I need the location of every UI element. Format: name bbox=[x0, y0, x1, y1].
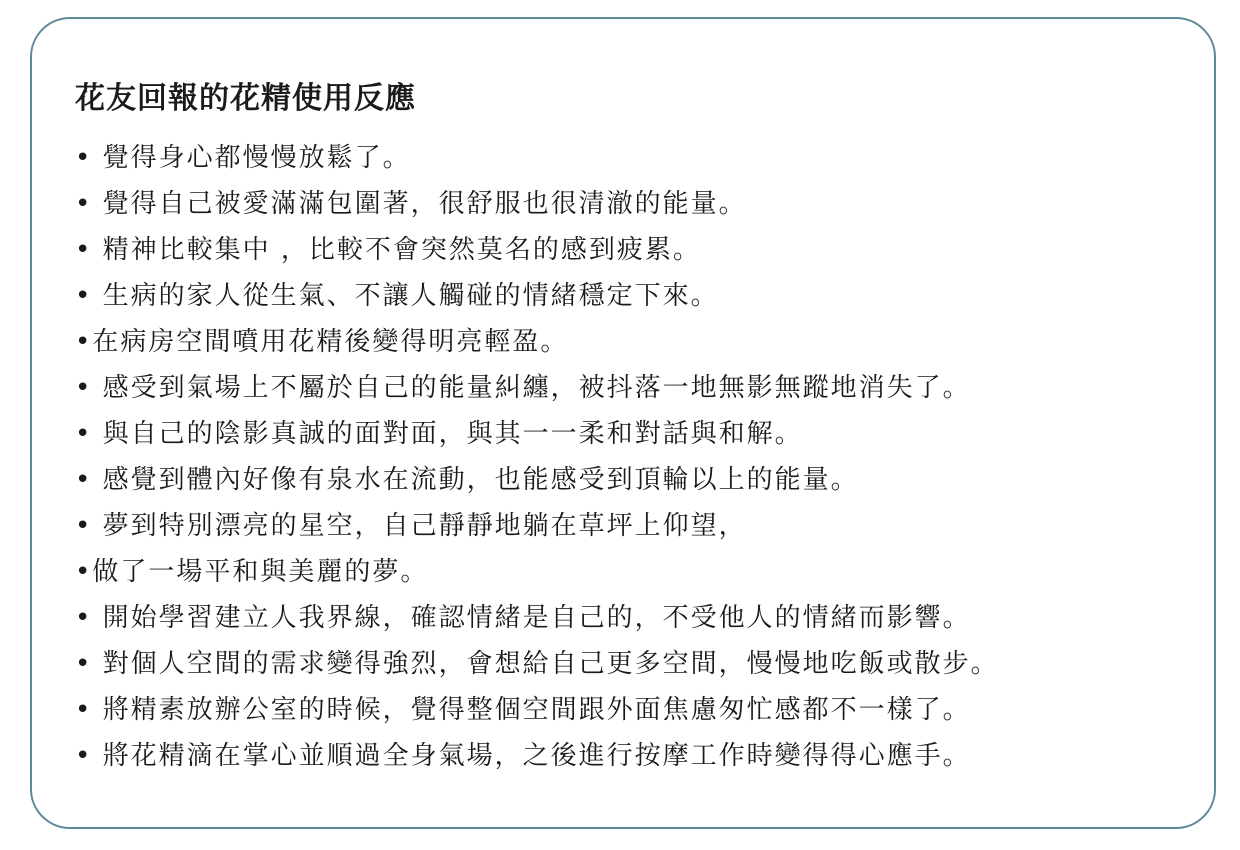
list-item: • 覺得身心都慢慢放鬆了。 bbox=[75, 143, 411, 173]
feedback-list bbox=[75, 135, 999, 779]
card-title: 花友回報的花精使用反應 bbox=[75, 81, 416, 116]
list-item: • 感受到氣場上不屬於自己的能量糾纏，被抖落一地無影無蹤地消失了。 bbox=[75, 373, 971, 403]
list-item: •做了一場平和與美麗的夢。 bbox=[75, 557, 429, 587]
list-item: • 對個人空間的需求變得強烈，會想給自己更多空間，慢慢地吃飯或散步。 bbox=[75, 649, 999, 679]
list-item: • 開始學習建立人我界線，確認情緒是自己的，不受他人的情緒而影響。 bbox=[75, 603, 971, 633]
list-item: • 將精素放辦公室的時候，覺得整個空間跟外面焦慮匆忙感都不一樣了。 bbox=[75, 695, 971, 725]
list-item: • 覺得自己被愛滿滿包圍著，很舒服也很清澈的能量。 bbox=[75, 189, 747, 219]
list-item: • 精神比較集中 ，比較不會突然莫名的感到疲累。 bbox=[75, 235, 701, 265]
list-item: • 夢到特別漂亮的星空，自己靜靜地躺在草坪上仰望， bbox=[75, 511, 747, 541]
list-item: • 生病的家人從生氣、不讓人觸碰的情緒穩定下來。 bbox=[75, 281, 719, 311]
list-item: • 與自己的陰影真誠的面對面，與其一一柔和對話與和解。 bbox=[75, 419, 803, 449]
list-item: •在病房空間噴用花精後變得明亮輕盈。 bbox=[75, 327, 569, 357]
list-item: • 感覺到體內好像有泉水在流動，也能感受到頂輪以上的能量。 bbox=[75, 465, 859, 495]
feedback-card bbox=[30, 17, 1216, 829]
list-item: • 將花精滴在掌心並順過全身氣場，之後進行按摩工作時變得得心應手。 bbox=[75, 741, 971, 771]
